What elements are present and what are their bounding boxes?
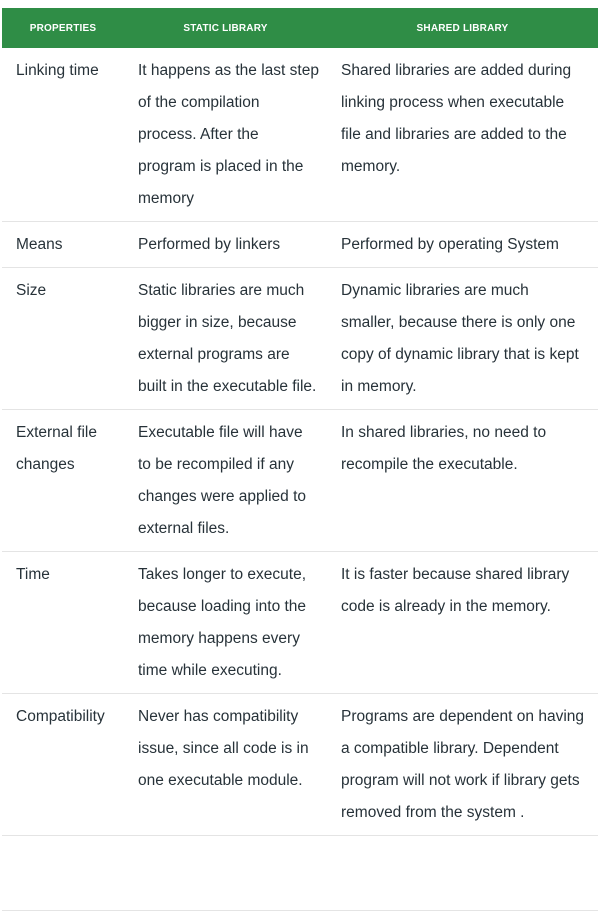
comparison-table-container <box>2 8 598 836</box>
comparison-table <box>2 8 598 836</box>
header-shared-library: SHARED LIBRARY <box>416 22 509 34</box>
cell-shared-library: Performed by operating System <box>341 236 559 253</box>
cell-static-library: Executable file will have to be recompiled if any changes were applied to external files. <box>138 424 307 537</box>
cell-shared-library: Shared libraries are added during linking process when executable file and libraries are added to the memory. <box>341 62 572 175</box>
table-row <box>2 48 598 222</box>
cell-static-library: Performed by linkers <box>138 236 281 253</box>
cell-property: External file changes <box>16 424 97 473</box>
cell-static-library: Never has compatibility issue, since all code is in one executable module. <box>138 708 309 789</box>
cell-static-library: Takes longer to execute, because loading into the memory happens every time while executing. <box>138 566 307 679</box>
table-body <box>2 48 598 836</box>
cell-shared-library: Programs are dependent on having a compatible library. Dependent program will not work if library gets removed from the system . <box>341 708 584 821</box>
table-row <box>2 694 598 836</box>
cell-shared-library: It is faster because shared library code is already in the memory. <box>341 566 570 615</box>
cell-property: Time <box>16 566 50 583</box>
cell-property: Compatibility <box>16 708 105 725</box>
header-properties: PROPERTIES <box>29 22 97 34</box>
table-row <box>2 410 598 552</box>
cell-static-library: Static libraries are much bigger in size, because external programs are built in the executable file. <box>138 282 317 395</box>
cell-property: Linking time <box>16 62 99 79</box>
table-row <box>2 268 598 410</box>
table-row <box>2 552 598 694</box>
cell-static-library: It happens as the last step of the compilation process. After the program is placed in the memory <box>138 62 319 207</box>
cell-shared-library: Dynamic libraries are much smaller, because there is only one copy of dynamic library that is kept in memory. <box>341 282 579 395</box>
cell-property: Means <box>16 236 63 253</box>
table-row <box>2 222 598 268</box>
header-row <box>2 8 598 48</box>
cell-property: Size <box>16 282 47 299</box>
table-header <box>2 8 598 48</box>
cell-shared-library: In shared libraries, no need to recompile the executable. <box>341 424 547 473</box>
header-static-library: STATIC LIBRARY <box>183 22 268 34</box>
table-bottom-divider <box>2 910 598 911</box>
